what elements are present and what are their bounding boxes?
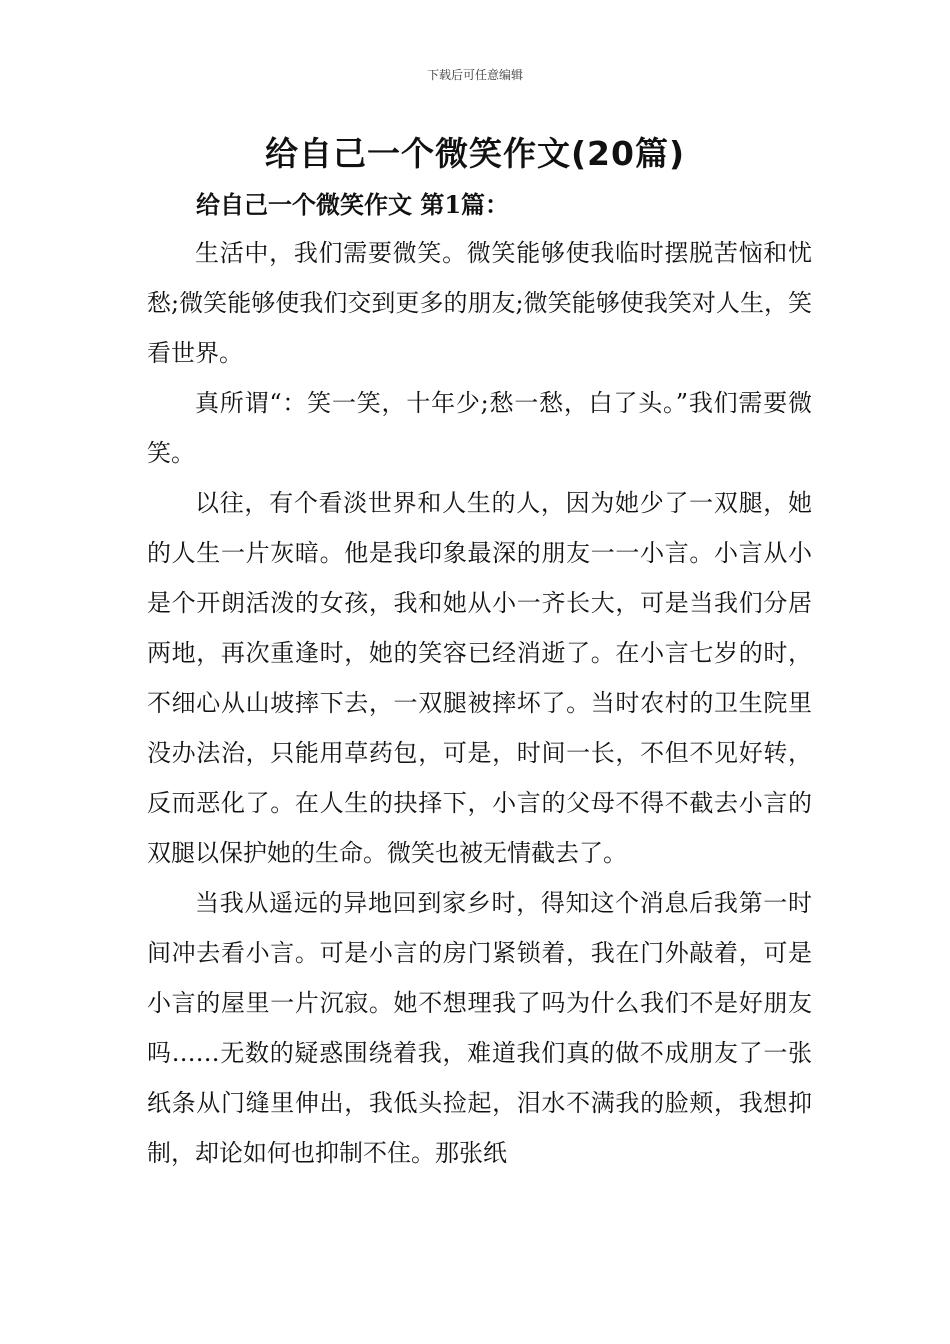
- header-note: 下载后可任意编辑: [426, 68, 523, 82]
- paragraph-1: 生活中，我们需要微笑。微笑能够使我临时摆脱苦恼和忧愁;微笑能够使我们交到更多的朋友;微笑能够使我笑对人生，笑看世界。: [147, 239, 812, 367]
- paragraph-2: 真所谓“：笑一笑，十年少;愁一愁，白了头。”我们需要微笑。: [147, 389, 812, 467]
- document-title: 给自己一个微笑作文(20篇): [264, 134, 686, 173]
- section-heading: 给自己一个微笑作文 第1篇：: [196, 190, 510, 219]
- article-body: [147, 228, 812, 1178]
- paragraph-3: 以往，有个看淡世界和人生的人，因为她少了一双腿，她的人生一片灰暗。他是我印象最深的朋友一一小言。小言从小是个开朗活泼的女孩，我和她从小一齐长大，可是当我们分居两地，再次重逢时，她的笑容已经消逝了。在小言七岁的时，不细心从山坡摔下去，一双腿被摔坏了。当时农村的卫生院里没办法治，只能用草药包，可是，时间一长，不但不见好转，反而恶化了。在人生的抉择下，小言的父母不得不截去小言的双腿以保护她的生命。微笑也被无情截去了。: [147, 489, 812, 867]
- paragraph-4: 当我从遥远的异地回到家乡时，得知这个消息后我第一时间冲去看小言。可是小言的房门紧锁着，我在门外敲着，可是小言的屋里一片沉寂。她不想理我了吗为什么我们不是好朋友吗……无数的疑惑围绕着我，难道我们真的做不成朋友了一张纸条从门缝里伸出，我低头捡起，泪水不满我的脸颊，我想抑制，却论如何也抑制不住。那张纸: [147, 889, 812, 1167]
